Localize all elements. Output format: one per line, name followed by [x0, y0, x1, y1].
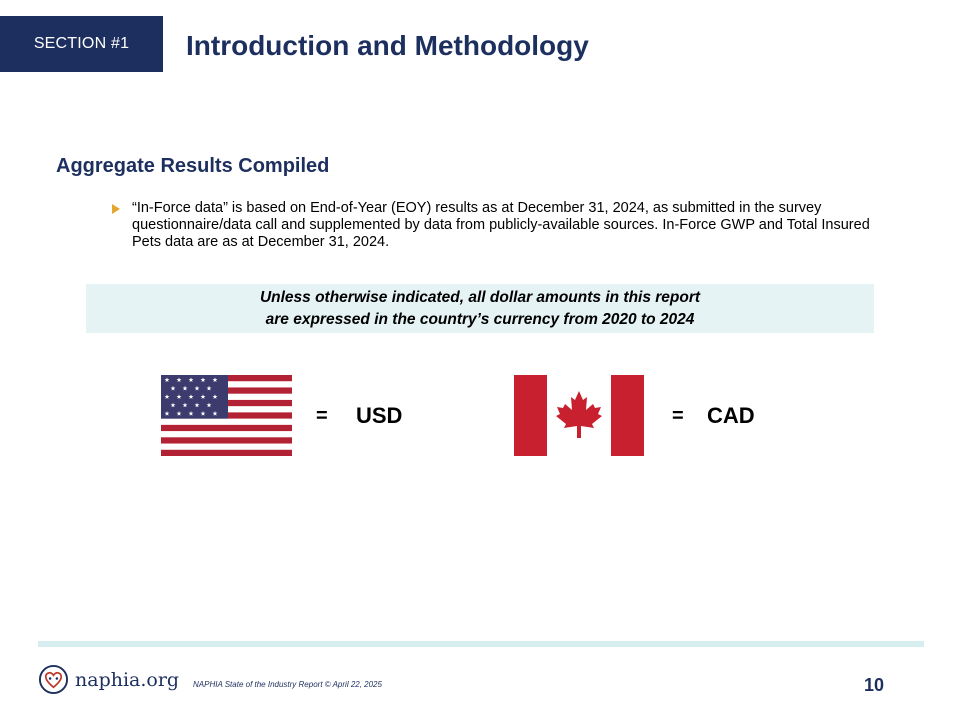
usd-label: USD — [356, 403, 403, 428]
section-tag — [0, 16, 163, 72]
us-flag-icon — [161, 375, 292, 456]
footer-divider — [38, 641, 924, 647]
bullet-arrow-icon — [112, 204, 120, 214]
bullet-text: “In-Force data” is based on End-of-Year (EOY) results as at December 31, 2024, as submitted in the survey questionnaire/data call and supplemented by data from publicly-available sources. In-Force GWP and Total Insured Pets data are as at December 31, 2024. — [132, 200, 870, 250]
currency-callout — [86, 284, 874, 333]
page-title: Introduction and Methodology — [186, 30, 589, 61]
footer-note: NAPHIA State of the Industry Report © April 22, 2025 — [193, 680, 382, 689]
usd-equals-sign: = — [316, 405, 328, 427]
heart-paw-icon — [38, 664, 69, 695]
callout-line-1: Unless otherwise indicated, all dollar amounts in this report — [259, 288, 701, 306]
cad-equals-sign: = — [672, 405, 684, 427]
section-label: SECTION #1 — [33, 35, 130, 52]
bullet-item — [112, 200, 874, 251]
cad-label: CAD — [707, 403, 755, 428]
logo-text: naphia.org — [75, 668, 180, 691]
section-subheading: Aggregate Results Compiled — [56, 155, 330, 177]
naphia-logo[interactable] — [38, 664, 179, 695]
callout-line-2: are expressed in the country’s currency from 2020 to 2024 — [265, 310, 695, 328]
canada-flag-icon — [514, 375, 644, 456]
page-number: 10 — [863, 675, 884, 695]
